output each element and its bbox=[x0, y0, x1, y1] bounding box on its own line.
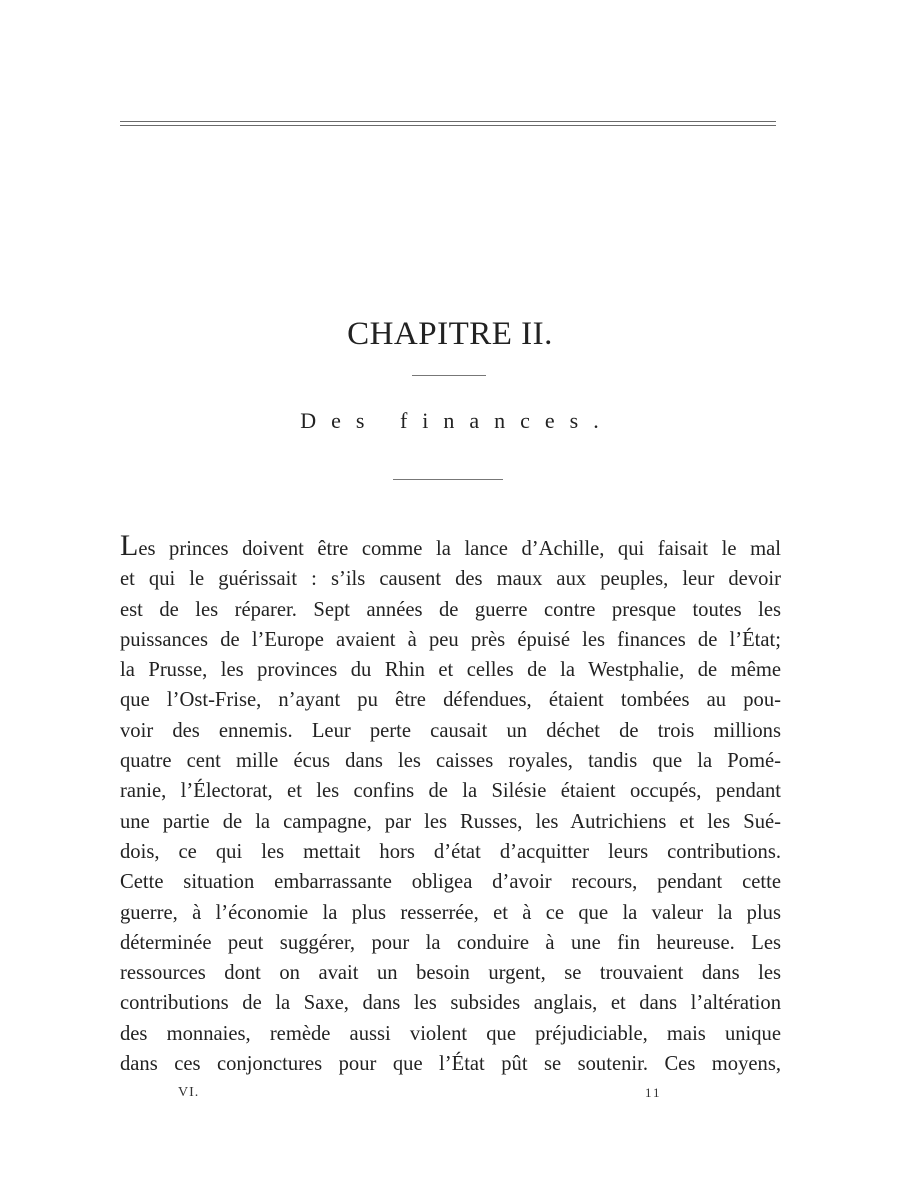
subtitle-divider bbox=[393, 479, 503, 480]
sheet-number: 11 bbox=[645, 1085, 662, 1100]
body-paragraph bbox=[120, 529, 781, 1079]
text-line: Les princes doivent être comme la lance d’Achille, qui faisait le mal bbox=[120, 529, 781, 562]
text-line: contributions de la Saxe, dans les subsides anglais, et dans l’altération bbox=[120, 992, 781, 1015]
header-double-rule bbox=[120, 121, 776, 126]
text-line: la Prusse, les provinces du Rhin et celles de la Westphalie, de même bbox=[120, 659, 781, 682]
chapter-title: CHAPITRE II. bbox=[347, 316, 553, 352]
text-line: puissances de l’Europe avaient à peu près épuisé les finances de l’État; bbox=[120, 628, 781, 651]
drop-cap: L bbox=[120, 529, 139, 562]
text-line: est de les réparer. Sept années de guerre contre presque toutes les bbox=[120, 598, 781, 621]
text-line: ressources dont on avait un besoin urgent, se trouvaient dans les bbox=[120, 962, 781, 985]
text-line: déterminée peut suggérer, pour la conduire à une fin heureuse. Les bbox=[120, 931, 781, 954]
text-line: guerre, à l’économie la plus resserrée, et à ce que la valeur la plus bbox=[120, 901, 781, 924]
text-line: Cette situation embarrassante obligea d’avoir recours, pendant cette bbox=[120, 871, 781, 894]
text-line: des monnaies, remède aussi violent que préjudiciable, mais unique bbox=[120, 1022, 781, 1045]
text-line: et qui le guérissait : s’ils causent des maux aux peuples, leur devoir bbox=[120, 568, 781, 591]
text-line: quatre cent mille écus dans les caisses royales, tandis que la Pomé- bbox=[120, 750, 781, 773]
text-line: que l’Ost-Frise, n’ayant pu être défendues, étaient tombées au pou- bbox=[120, 689, 781, 712]
text-line: dois, ce qui les mettait hors d’état d’acquitter leurs contributions. bbox=[120, 840, 781, 863]
chapter-subtitle: Des finances. bbox=[300, 408, 614, 433]
text-line: voir des ennemis. Leur perte causait un déchet de trois millions bbox=[120, 719, 781, 742]
text-line: ranie, l’Électorat, et les confins de la Silésie étaient occupés, pendant bbox=[120, 780, 781, 803]
text-line: dans ces conjonctures pour que l’État pût se soutenir. Ces moyens, bbox=[120, 1053, 781, 1076]
text-line: une partie de la campagne, par les Russes, les Autrichiens et les Sué- bbox=[120, 810, 781, 833]
title-divider bbox=[412, 375, 486, 376]
signature-mark: VI. bbox=[178, 1085, 200, 1100]
